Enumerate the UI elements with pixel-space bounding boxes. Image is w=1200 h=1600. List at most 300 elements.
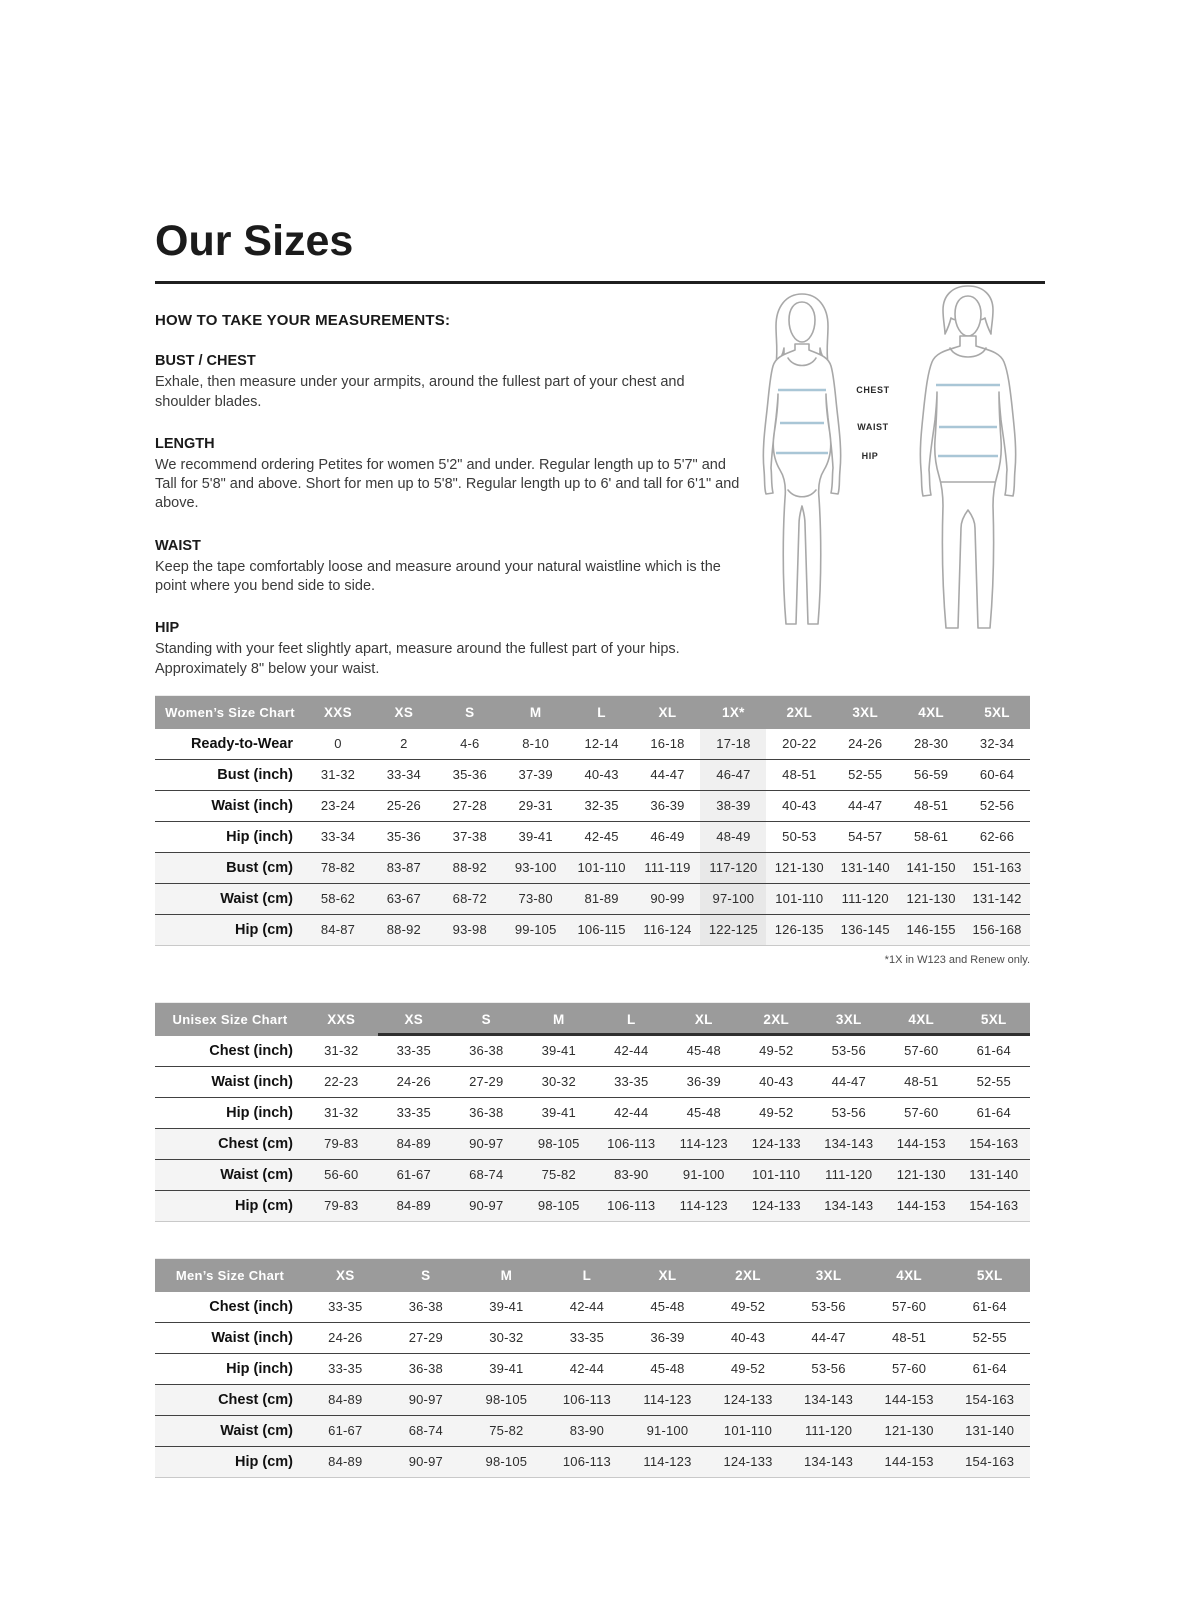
value-cell: 68-74 bbox=[469, 1167, 504, 1183]
value-cell: 156-168 bbox=[972, 922, 1022, 938]
value-cell: 54-57 bbox=[848, 829, 883, 845]
value-cell: 33-35 bbox=[614, 1074, 649, 1090]
size-header-cell: M bbox=[503, 695, 569, 729]
table-row bbox=[155, 729, 1030, 760]
table-header bbox=[155, 695, 1030, 729]
value-cell: 24-26 bbox=[328, 1330, 363, 1346]
value-cell: 79-83 bbox=[324, 1198, 359, 1214]
value-cell: 134-143 bbox=[824, 1198, 874, 1214]
value-cell: 131-140 bbox=[965, 1423, 1015, 1439]
value-cell: 53-56 bbox=[811, 1299, 846, 1315]
value-cell: 56-59 bbox=[913, 767, 949, 783]
value-cell: 98-105 bbox=[537, 1198, 580, 1214]
value-cell: 35-36 bbox=[386, 829, 421, 845]
unisex-size-table bbox=[155, 1002, 1030, 1222]
table-row bbox=[155, 883, 1030, 914]
value-cell: 101-110 bbox=[577, 860, 626, 876]
value-cell: 32-34 bbox=[979, 736, 1015, 752]
size-header-cell: M bbox=[523, 1002, 596, 1036]
value-cell: 111-120 bbox=[825, 1167, 873, 1183]
size-header-cell: XS bbox=[378, 1002, 451, 1036]
table-title-cell: Unisex Size Chart bbox=[155, 1002, 305, 1036]
value-cell: 68-72 bbox=[452, 891, 487, 907]
value-cell: 33-34 bbox=[320, 829, 356, 845]
value-cell: 31-32 bbox=[320, 767, 356, 783]
table-row bbox=[155, 1384, 1030, 1415]
value-cell: 111-120 bbox=[841, 891, 889, 907]
value-cell: 30-32 bbox=[489, 1330, 524, 1346]
size-header-cell: XS bbox=[305, 1258, 386, 1292]
size-header-cell: L bbox=[569, 695, 635, 729]
table-row bbox=[155, 790, 1030, 821]
row-label-cell: Waist (cm) bbox=[220, 1422, 293, 1439]
value-cell: 84-89 bbox=[396, 1198, 431, 1214]
value-cell: 97-100 bbox=[700, 883, 766, 914]
value-cell: 75-82 bbox=[541, 1167, 576, 1183]
value-cell: 2 bbox=[400, 736, 408, 752]
value-cell: 44-47 bbox=[831, 1074, 866, 1090]
value-cell: 36-39 bbox=[650, 798, 685, 814]
measurement-section-body: Standing with your feet slightly apart, measure around the fullest part of your hips. Approximately 8" below your waist. bbox=[155, 641, 680, 677]
row-label-cell: Hip (inch) bbox=[226, 1104, 293, 1121]
value-cell: 121-130 bbox=[896, 1167, 946, 1183]
size-header-cell: XL bbox=[635, 695, 701, 729]
value-cell: 61-67 bbox=[328, 1423, 363, 1439]
value-cell: 50-53 bbox=[782, 829, 817, 845]
value-cell: 84-89 bbox=[396, 1136, 431, 1152]
value-cell: 57-60 bbox=[891, 1299, 927, 1315]
table-body bbox=[155, 1036, 1030, 1222]
value-cell: 46-49 bbox=[650, 829, 685, 845]
page-title: Our Sizes bbox=[155, 217, 354, 265]
value-cell: 79-83 bbox=[324, 1136, 359, 1152]
size-header-cell: 4XL bbox=[898, 695, 964, 729]
table-title-cell: Men’s Size Chart bbox=[155, 1258, 305, 1292]
value-cell: 39-41 bbox=[489, 1299, 524, 1315]
size-header-cell: S bbox=[450, 1002, 523, 1036]
row-label-cell: Chest (inch) bbox=[209, 1298, 293, 1315]
value-cell: 121-130 bbox=[884, 1423, 934, 1439]
value-cell: 124-133 bbox=[723, 1392, 773, 1408]
value-cell: 90-99 bbox=[650, 891, 685, 907]
value-cell: 53-56 bbox=[831, 1105, 866, 1121]
value-cell: 61-67 bbox=[396, 1167, 431, 1183]
value-cell: 90-97 bbox=[408, 1392, 443, 1408]
value-cell: 58-62 bbox=[320, 891, 356, 907]
row-label-cell: Hip (cm) bbox=[235, 1197, 293, 1214]
measurement-section-body: Keep the tape comfortably loose and measure around your natural waistline which is the point where you bend side to side. bbox=[155, 558, 721, 594]
value-cell: 91-100 bbox=[682, 1167, 725, 1183]
size-header-cell: 4XL bbox=[885, 1002, 958, 1036]
value-cell: 46-47 bbox=[700, 759, 766, 790]
size-header-cell: XS bbox=[371, 695, 437, 729]
value-cell: 27-29 bbox=[408, 1330, 443, 1346]
size-tables bbox=[155, 695, 1200, 1478]
value-cell: 61-64 bbox=[976, 1105, 1011, 1121]
table-header-row bbox=[155, 1258, 1030, 1292]
size-header-cell: 1X* bbox=[700, 695, 766, 729]
size-header-cell: XXS bbox=[305, 1002, 378, 1036]
value-cell: 144-153 bbox=[896, 1136, 946, 1152]
table-row bbox=[155, 1097, 1030, 1128]
mens-size-chart bbox=[155, 1258, 1200, 1478]
value-cell: 33-35 bbox=[328, 1299, 363, 1315]
value-cell: 48-51 bbox=[913, 798, 949, 814]
value-cell: 56-60 bbox=[324, 1167, 359, 1183]
value-cell: 29-31 bbox=[518, 798, 553, 814]
row-label-cell: Bust (cm) bbox=[226, 859, 293, 876]
value-cell: 106-113 bbox=[607, 1198, 656, 1214]
value-cell: 131-142 bbox=[972, 891, 1022, 907]
value-cell: 28-30 bbox=[913, 736, 949, 752]
value-cell: 49-52 bbox=[730, 1361, 766, 1377]
value-cell: 98-105 bbox=[485, 1392, 528, 1408]
value-cell: 73-80 bbox=[518, 891, 553, 907]
unisex-size-chart bbox=[155, 1002, 1200, 1222]
measurement-section bbox=[155, 620, 740, 679]
row-label-cell: Bust (inch) bbox=[217, 766, 293, 783]
chest-figure-label: CHEST bbox=[856, 385, 890, 396]
table-row bbox=[155, 759, 1030, 790]
value-cell: 124-133 bbox=[751, 1198, 801, 1214]
row-label-cell: Hip (inch) bbox=[226, 1360, 293, 1377]
value-cell: 23-24 bbox=[320, 798, 356, 814]
table-row bbox=[155, 1415, 1030, 1446]
value-cell: 52-55 bbox=[972, 1330, 1007, 1346]
value-cell: 78-82 bbox=[320, 860, 356, 876]
value-cell: 124-133 bbox=[751, 1136, 801, 1152]
value-cell: 40-43 bbox=[584, 767, 619, 783]
size-header-cell: XL bbox=[668, 1002, 741, 1036]
value-cell: 24-26 bbox=[848, 736, 883, 752]
value-cell: 93-100 bbox=[514, 860, 557, 876]
value-cell: 83-90 bbox=[614, 1167, 649, 1183]
value-cell: 93-98 bbox=[452, 922, 487, 938]
value-cell: 31-32 bbox=[324, 1105, 359, 1121]
row-label-cell: Waist (inch) bbox=[211, 797, 293, 814]
row-label-cell: Waist (inch) bbox=[211, 1329, 293, 1346]
value-cell: 61-64 bbox=[972, 1361, 1007, 1377]
measurement-instructions bbox=[155, 312, 1045, 679]
womens-size-chart bbox=[155, 695, 1200, 966]
table-header bbox=[155, 1002, 1030, 1036]
value-cell: 114-123 bbox=[643, 1392, 692, 1408]
measurement-section-title: HIP bbox=[155, 620, 180, 637]
value-cell: 27-28 bbox=[452, 798, 487, 814]
size-header-cell: 4XL bbox=[869, 1258, 950, 1292]
value-cell: 0 bbox=[334, 736, 342, 752]
value-cell: 58-61 bbox=[913, 829, 949, 845]
size-header-cell: 2XL bbox=[708, 1258, 789, 1292]
value-cell: 121-130 bbox=[906, 891, 956, 907]
measurement-section-title: WAIST bbox=[155, 537, 201, 554]
value-cell: 141-150 bbox=[906, 860, 956, 876]
value-cell: 36-38 bbox=[408, 1361, 443, 1377]
value-cell: 134-143 bbox=[824, 1136, 874, 1152]
table-row bbox=[155, 1036, 1030, 1067]
value-cell: 106-113 bbox=[562, 1454, 611, 1470]
value-cell: 20-22 bbox=[782, 736, 817, 752]
value-cell: 99-105 bbox=[514, 922, 557, 938]
value-cell: 90-97 bbox=[469, 1198, 504, 1214]
value-cell: 40-43 bbox=[759, 1074, 794, 1090]
value-cell: 42-44 bbox=[569, 1361, 605, 1377]
value-cell: 44-47 bbox=[650, 767, 685, 783]
measurement-text-column bbox=[155, 312, 740, 679]
row-label-cell: Hip (cm) bbox=[235, 1453, 293, 1470]
value-cell: 30-32 bbox=[541, 1074, 576, 1090]
value-cell: 84-89 bbox=[328, 1392, 363, 1408]
value-cell: 48-51 bbox=[782, 767, 817, 783]
table-header-row bbox=[155, 1002, 1030, 1036]
value-cell: 31-32 bbox=[324, 1043, 359, 1059]
value-cell: 144-153 bbox=[884, 1392, 934, 1408]
value-cell: 131-140 bbox=[969, 1167, 1019, 1183]
value-cell: 45-48 bbox=[650, 1361, 685, 1377]
value-cell: 36-39 bbox=[686, 1074, 721, 1090]
value-cell: 116-124 bbox=[643, 922, 692, 938]
value-cell: 81-89 bbox=[584, 891, 619, 907]
measurement-figures bbox=[740, 312, 1045, 679]
value-cell: 134-143 bbox=[804, 1392, 854, 1408]
row-label-cell: Chest (cm) bbox=[218, 1135, 293, 1152]
value-cell: 122-125 bbox=[700, 914, 766, 945]
value-cell: 36-39 bbox=[650, 1330, 685, 1346]
size-header-cell: L bbox=[547, 1258, 628, 1292]
value-cell: 48-51 bbox=[891, 1330, 927, 1346]
value-cell: 106-115 bbox=[577, 922, 626, 938]
value-cell: 24-26 bbox=[396, 1074, 431, 1090]
table-row bbox=[155, 1446, 1030, 1477]
value-cell: 154-163 bbox=[969, 1136, 1019, 1152]
value-cell: 39-41 bbox=[541, 1043, 576, 1059]
table-row bbox=[155, 1292, 1030, 1323]
value-cell: 39-41 bbox=[518, 829, 553, 845]
value-cell: 146-155 bbox=[906, 922, 956, 938]
value-cell: 154-163 bbox=[969, 1198, 1019, 1214]
value-cell: 98-105 bbox=[537, 1136, 580, 1152]
value-cell: 22-23 bbox=[324, 1074, 359, 1090]
value-cell: 42-44 bbox=[614, 1105, 649, 1121]
table-body bbox=[155, 1292, 1030, 1478]
value-cell: 37-38 bbox=[452, 829, 487, 845]
value-cell: 49-52 bbox=[759, 1043, 794, 1059]
value-cell: 44-47 bbox=[848, 798, 883, 814]
value-cell: 39-41 bbox=[489, 1361, 524, 1377]
value-cell: 154-163 bbox=[965, 1454, 1015, 1470]
value-cell: 52-55 bbox=[848, 767, 883, 783]
measurement-section-body: Exhale, then measure under your armpits, around the fullest part of your chest and shoulder blades. bbox=[155, 374, 685, 410]
value-cell: 36-38 bbox=[469, 1105, 504, 1121]
value-cell: 4-6 bbox=[460, 736, 480, 752]
table-header bbox=[155, 1258, 1030, 1292]
value-cell: 117-120 bbox=[700, 852, 766, 883]
value-cell: 45-48 bbox=[686, 1043, 721, 1059]
hip-figure-label: HIP bbox=[861, 451, 879, 462]
value-cell: 63-67 bbox=[386, 891, 421, 907]
value-cell: 33-35 bbox=[328, 1361, 363, 1377]
value-cell: 88-92 bbox=[452, 860, 487, 876]
value-cell: 151-163 bbox=[972, 860, 1022, 876]
size-header-cell: XL bbox=[627, 1258, 708, 1292]
value-cell: 37-39 bbox=[518, 767, 553, 783]
value-cell: 68-74 bbox=[408, 1423, 443, 1439]
table-row bbox=[155, 1322, 1030, 1353]
value-cell: 52-55 bbox=[976, 1074, 1011, 1090]
value-cell: 39-41 bbox=[541, 1105, 576, 1121]
size-header-cell: S bbox=[437, 695, 503, 729]
row-label-cell: Waist (cm) bbox=[220, 890, 293, 907]
row-label-cell: Ready-to-Wear bbox=[190, 735, 293, 752]
value-cell: 33-35 bbox=[569, 1330, 605, 1346]
value-cell: 114-123 bbox=[643, 1454, 692, 1470]
size-header-cell: 5XL bbox=[958, 1002, 1031, 1036]
value-cell: 91-100 bbox=[646, 1423, 689, 1439]
row-label-cell: Chest (inch) bbox=[209, 1042, 293, 1059]
value-cell: 136-145 bbox=[840, 922, 890, 938]
value-cell: 48-49 bbox=[700, 821, 766, 852]
size-header-cell: 3XL bbox=[788, 1258, 869, 1292]
measurement-section bbox=[155, 436, 740, 514]
value-cell: 49-52 bbox=[759, 1105, 794, 1121]
value-cell: 131-140 bbox=[840, 860, 890, 876]
size-header-cell: 5XL bbox=[964, 695, 1030, 729]
size-header-cell: L bbox=[595, 1002, 668, 1036]
measurement-section bbox=[155, 538, 740, 597]
value-cell: 114-123 bbox=[679, 1136, 728, 1152]
value-cell: 33-34 bbox=[386, 767, 421, 783]
value-cell: 44-47 bbox=[811, 1330, 846, 1346]
table-row bbox=[155, 821, 1030, 852]
value-cell: 57-60 bbox=[904, 1105, 939, 1121]
value-cell: 42-44 bbox=[614, 1043, 649, 1059]
measurements-heading: HOW TO TAKE YOUR MEASUREMENTS: bbox=[155, 312, 451, 330]
value-cell: 49-52 bbox=[730, 1299, 766, 1315]
table-header-row bbox=[155, 695, 1030, 729]
size-header-cell: 2XL bbox=[740, 1002, 813, 1036]
value-cell: 124-133 bbox=[723, 1454, 773, 1470]
value-cell: 32-35 bbox=[584, 798, 619, 814]
value-cell: 57-60 bbox=[891, 1361, 927, 1377]
value-cell: 38-39 bbox=[700, 790, 766, 821]
row-label-cell: Waist (cm) bbox=[220, 1166, 293, 1183]
value-cell: 52-56 bbox=[979, 798, 1015, 814]
waist-figure-label: WAIST bbox=[857, 422, 889, 433]
row-label-cell: Waist (inch) bbox=[211, 1073, 293, 1090]
size-header-cell: XXS bbox=[305, 695, 371, 729]
value-cell: 144-153 bbox=[884, 1454, 934, 1470]
value-cell: 57-60 bbox=[904, 1043, 939, 1059]
value-cell: 121-130 bbox=[774, 860, 824, 876]
value-cell: 12-14 bbox=[584, 736, 619, 752]
table-row bbox=[155, 1190, 1030, 1221]
value-cell: 75-82 bbox=[489, 1423, 524, 1439]
size-header-cell: 2XL bbox=[766, 695, 832, 729]
value-cell: 42-44 bbox=[569, 1299, 605, 1315]
value-cell: 33-35 bbox=[396, 1043, 431, 1059]
value-cell: 40-43 bbox=[782, 798, 817, 814]
table-row bbox=[155, 1128, 1030, 1159]
measurement-section bbox=[155, 353, 740, 412]
value-cell: 88-92 bbox=[386, 922, 421, 938]
value-cell: 40-43 bbox=[730, 1330, 766, 1346]
value-cell: 25-26 bbox=[386, 798, 421, 814]
value-cell: 90-97 bbox=[408, 1454, 443, 1470]
table-row bbox=[155, 852, 1030, 883]
row-label-cell: Hip (cm) bbox=[235, 921, 293, 938]
body-silhouettes-figure bbox=[740, 284, 1040, 636]
value-cell: 101-110 bbox=[775, 891, 824, 907]
womens-size-table bbox=[155, 695, 1030, 946]
value-cell: 27-29 bbox=[469, 1074, 504, 1090]
value-cell: 61-64 bbox=[972, 1299, 1007, 1315]
value-cell: 42-45 bbox=[584, 829, 619, 845]
size-header-cell: 5XL bbox=[949, 1258, 1030, 1292]
value-cell: 53-56 bbox=[831, 1043, 866, 1059]
table-row bbox=[155, 914, 1030, 945]
value-cell: 111-120 bbox=[804, 1423, 853, 1439]
value-cell: 48-51 bbox=[904, 1074, 939, 1090]
value-cell: 33-35 bbox=[396, 1105, 431, 1121]
measurement-section-title: LENGTH bbox=[155, 435, 215, 452]
mens-size-table bbox=[155, 1258, 1030, 1478]
value-cell: 83-90 bbox=[569, 1423, 605, 1439]
value-cell: 134-143 bbox=[804, 1454, 854, 1470]
value-cell: 35-36 bbox=[452, 767, 487, 783]
table-body bbox=[155, 729, 1030, 946]
value-cell: 83-87 bbox=[386, 860, 421, 876]
value-cell: 106-113 bbox=[607, 1136, 656, 1152]
table-row bbox=[155, 1353, 1030, 1384]
table-row bbox=[155, 1066, 1030, 1097]
value-cell: 45-48 bbox=[686, 1105, 721, 1121]
table-row bbox=[155, 1159, 1030, 1190]
value-cell: 8-10 bbox=[522, 736, 550, 752]
womens-table-footnote: *1X in W123 and Renew only. bbox=[884, 953, 1030, 966]
value-cell: 84-89 bbox=[328, 1454, 363, 1470]
value-cell: 16-18 bbox=[650, 736, 685, 752]
value-cell: 90-97 bbox=[469, 1136, 504, 1152]
value-cell: 62-66 bbox=[979, 829, 1015, 845]
value-cell: 111-119 bbox=[644, 860, 691, 876]
size-header-cell: M bbox=[466, 1258, 547, 1292]
measurement-sections bbox=[155, 353, 740, 679]
row-label-cell: Hip (inch) bbox=[226, 828, 293, 845]
value-cell: 154-163 bbox=[965, 1392, 1015, 1408]
value-cell: 53-56 bbox=[811, 1361, 846, 1377]
size-header-cell: S bbox=[386, 1258, 467, 1292]
value-cell: 45-48 bbox=[650, 1299, 685, 1315]
size-header-cell: 3XL bbox=[832, 695, 898, 729]
value-cell: 98-105 bbox=[485, 1454, 528, 1470]
value-cell: 84-87 bbox=[320, 922, 356, 938]
value-cell: 61-64 bbox=[976, 1043, 1011, 1059]
row-label-cell: Chest (cm) bbox=[218, 1391, 293, 1408]
measurement-section-title: BUST / CHEST bbox=[155, 353, 256, 370]
value-cell: 126-135 bbox=[774, 922, 824, 938]
value-cell: 101-110 bbox=[723, 1423, 773, 1439]
value-cell: 114-123 bbox=[679, 1198, 728, 1214]
value-cell: 36-38 bbox=[469, 1043, 504, 1059]
table-title-cell: Women’s Size Chart bbox=[155, 695, 305, 729]
value-cell: 144-153 bbox=[896, 1198, 946, 1214]
size-header-cell: 3XL bbox=[813, 1002, 886, 1036]
value-cell: 36-38 bbox=[408, 1299, 443, 1315]
value-cell: 101-110 bbox=[752, 1167, 801, 1183]
measurement-section-body: We recommend ordering Petites for women 5'2" and under. Regular length up to 5'7" and Tall for 5'8" and above. Short for men up to 5'8". Regular length up to 6' and tall for 6'1" and above. bbox=[155, 456, 740, 512]
value-cell: 17-18 bbox=[700, 729, 766, 760]
value-cell: 60-64 bbox=[979, 767, 1015, 783]
